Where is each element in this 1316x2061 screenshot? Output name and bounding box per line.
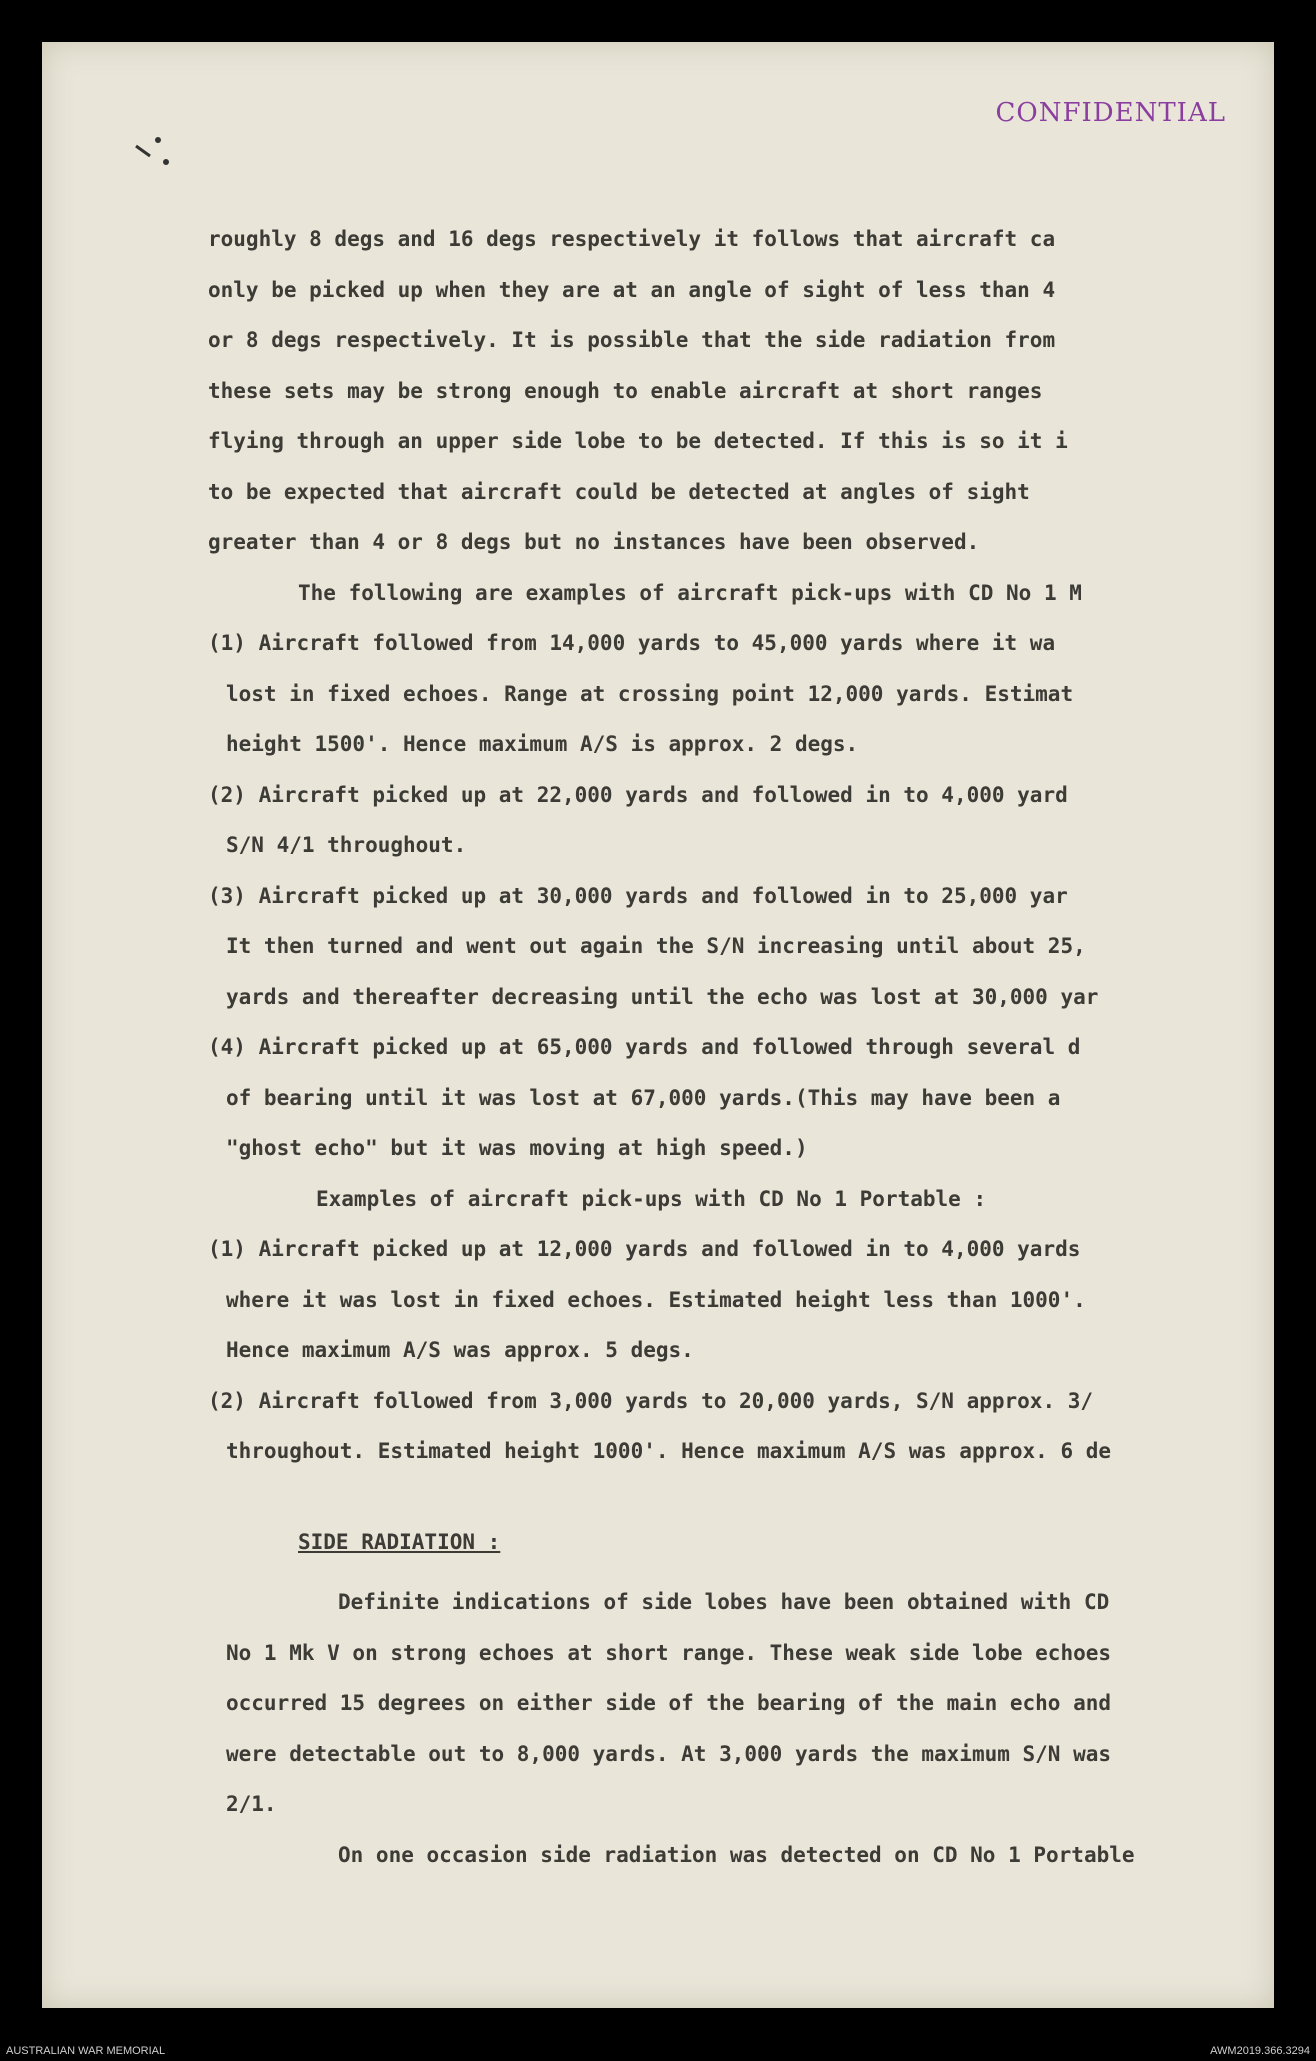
document-page — [42, 42, 1274, 2008]
list-item: (2) Aircraft picked up at 22,000 yards and followed in to 4,000 yard — [208, 782, 1068, 807]
section-heading: SIDE RADIATION : — [298, 1529, 501, 1554]
list-item: (1) Aircraft picked up at 12,000 yards and followed in to 4,000 yards — [208, 1237, 1081, 1261]
staple-holes-icon — [120, 120, 180, 170]
text-line: or 8 degs respectively. It is possible that the side radiation from — [208, 328, 1056, 352]
footer-id: AWM2019.366.3294 — [1210, 2045, 1310, 2057]
text-line: S/N 4/1 throughout. — [226, 833, 467, 857]
text-line: It then turned and went out again the S/N increasing until about 25, — [226, 934, 1086, 958]
text-line: yards and thereafter decreasing until the echo was lost at 30,000 yar — [226, 984, 1099, 1009]
text-line: of bearing until it was lost at 67,000 yards.(This may have been a — [226, 1085, 1061, 1110]
text-line: where it was lost in fixed echoes. Estimated height less than 1000'. — [226, 1287, 1086, 1312]
list-item: (1) Aircraft followed from 14,000 yards to 45,000 yards where it wa — [208, 631, 1056, 655]
text-line: No 1 Mk V on strong echoes at short range. These weak side lobe echoes — [226, 1640, 1112, 1665]
text-line: were detectable out to 8,000 yards. At 3,000 yards the maximum S/N was — [226, 1741, 1112, 1766]
text-line: these sets may be strong enough to enable aircraft at short ranges — [208, 378, 1043, 403]
list-item: (2) Aircraft followed from 3,000 yards to 20,000 yards, S/N approx. 3/ — [208, 1388, 1094, 1413]
text-line: height 1500'. Hence maximum A/S is approx. 2 degs. — [226, 732, 859, 756]
text-line: greater than 4 or 8 degs but no instances have been observed. — [208, 530, 980, 554]
text-line: only be picked up when they are at an angle of sight of less than 4 — [208, 277, 1056, 302]
confidential-stamp: CONFIDENTIAL — [995, 98, 1226, 128]
text-line: 2/1. — [226, 1792, 277, 1816]
text-line: flying through an upper side lobe to be detected. If this is so it i — [208, 429, 1068, 453]
footer-source: AUSTRALIAN WAR MEMORIAL — [6, 2045, 166, 2057]
text-line: roughly 8 degs and 16 degs respectively it follows that aircraft ca — [208, 227, 1056, 251]
text-line: The following are examples of aircraft pick-ups with CD No 1 M — [298, 580, 1082, 605]
text-line: Definite indications of side lobes have been obtained with CD — [338, 1590, 1110, 1614]
text-line: lost in fixed echoes. Range at crossing point 12,000 yards. Estimat — [226, 681, 1074, 706]
text-line: On one occasion side radiation was detected on CD No 1 Portable — [338, 1842, 1135, 1867]
text-line: occurred 15 degrees on either side of the bearing of the main echo and — [226, 1691, 1112, 1715]
list-item: (3) Aircraft picked up at 30,000 yards and followed in to 25,000 yar — [208, 883, 1068, 908]
text-line: throughout. Estimated height 1000'. Hence maximum A/S was approx. 6 de — [226, 1439, 1112, 1463]
text-line: to be expected that aircraft could be detected at angles of sight — [208, 479, 1030, 504]
text-line: Examples of aircraft pick-ups with CD No 1 Portable : — [316, 1186, 987, 1211]
text-line: "ghost echo" but it was moving at high speed.) — [226, 1136, 808, 1160]
document-body — [208, 214, 1274, 1880]
text-line: Hence maximum A/S was approx. 5 degs. — [226, 1338, 694, 1362]
list-item: (4) Aircraft picked up at 65,000 yards and followed through several d — [208, 1035, 1081, 1059]
